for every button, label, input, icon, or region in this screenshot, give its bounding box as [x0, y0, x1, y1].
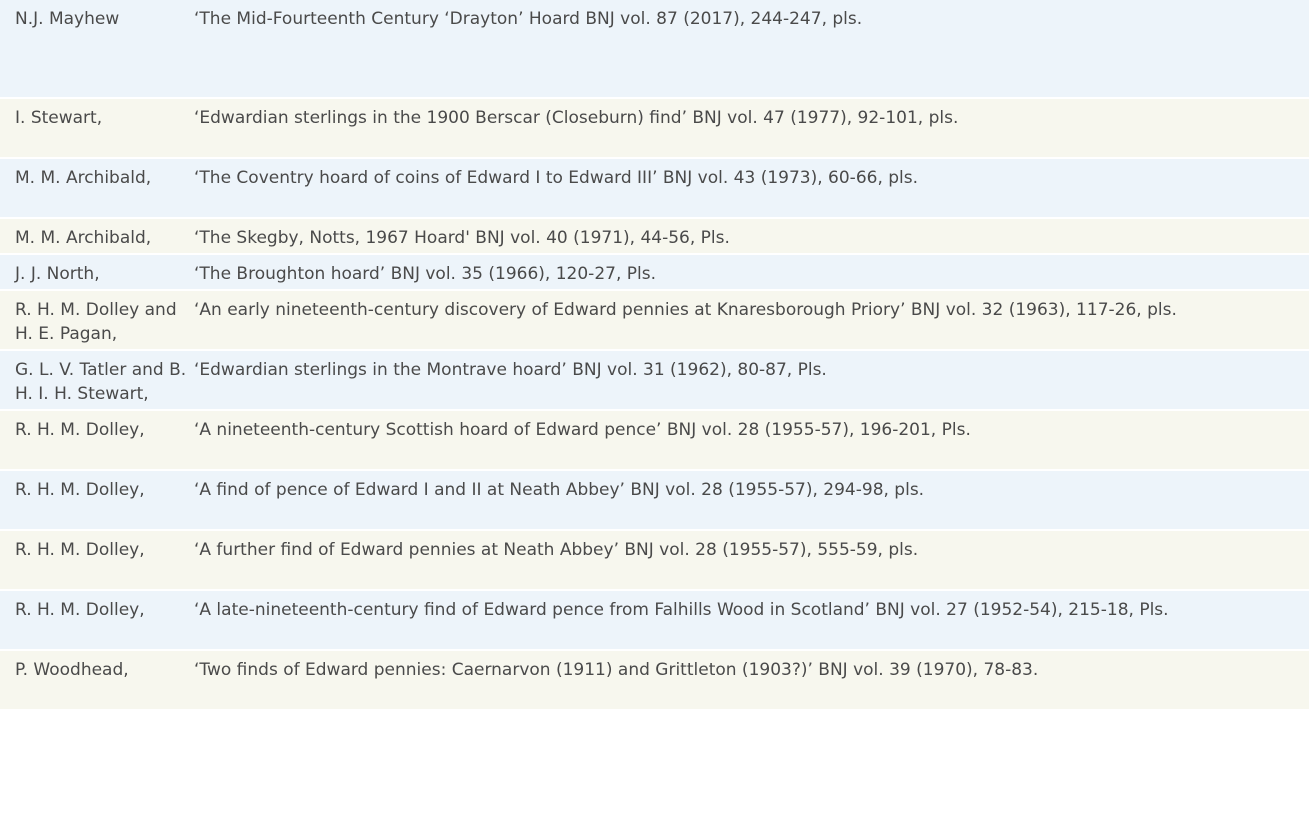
author-cell: P. Woodhead, [15, 660, 129, 680]
reference-cell: ‘A nineteenth-century Scottish hoard of Edward pence’ BNJ vol. 28 (1955-57), 196-201, Pls. [194, 420, 971, 440]
table-row [0, 471, 1309, 531]
table-row [0, 531, 1309, 591]
reference-cell: ‘Edwardian sterlings in the 1900 Berscar (Closeburn) find’ BNJ vol. 47 (1977), 92-101, pls. [194, 108, 959, 128]
reference-cell: ‘A late-nineteenth-century find of Edward pence from Falhills Wood in Scotland’ BNJ vol. 27 (1952-54), 215-18, Pls. [194, 600, 1169, 620]
author-cell: M. M. Archibald, [15, 168, 152, 188]
author-cell: R. H. M. Dolley, [15, 480, 145, 500]
table-row [0, 255, 1309, 291]
author-cell: R. H. M. Dolley, [15, 540, 145, 560]
author-cell: R. H. M. Dolley, [15, 600, 145, 620]
reference-cell: ‘The Coventry hoard of coins of Edward I to Edward III’ BNJ vol. 43 (1973), 60-66, pls. [194, 168, 919, 188]
table-row [0, 651, 1309, 711]
author-cell: R. H. M. Dolley, [15, 420, 145, 440]
table-row [0, 159, 1309, 219]
reference-cell: ‘Two finds of Edward pennies: Caernarvon (1911) and Grittleton (1903?)’ BNJ vol. 39 (1970), 78-83. [194, 660, 1039, 680]
reference-cell: ‘The Skegby, Notts, 1967 Hoard' BNJ vol. 40 (1971), 44-56, Pls. [194, 228, 730, 248]
table-row [0, 0, 1309, 99]
table-row [0, 99, 1309, 159]
reference-cell: ‘Edwardian sterlings in the Montrave hoard’ BNJ vol. 31 (1962), 80-87, Pls. [194, 360, 827, 380]
author-cell: N.J. Mayhew [15, 9, 120, 29]
reference-cell: ‘The Broughton hoard’ BNJ vol. 35 (1966), 120-27, Pls. [194, 264, 656, 284]
reference-cell: ‘The Mid-Fourteenth Century ‘Drayton’ Hoard BNJ vol. 87 (2017), 244-247, pls. [194, 9, 863, 29]
author-cell: M. M. Archibald, [15, 228, 152, 248]
table-row [0, 411, 1309, 471]
author-cell: I. Stewart, [15, 108, 103, 128]
reference-cell: ‘An early nineteenth-century discovery of Edward pennies at Knaresborough Priory’ BNJ vol. 32 (1963), 117-26, pls. [194, 300, 1177, 320]
table-row [0, 591, 1309, 651]
table-row [0, 291, 1309, 351]
table-row [0, 351, 1309, 411]
author-cell: R. H. M. Dolley and H. E. Pagan, [15, 300, 177, 344]
reference-cell: ‘A find of pence of Edward I and II at Neath Abbey’ BNJ vol. 28 (1955-57), 294-98, pls. [194, 480, 925, 500]
author-cell: J. J. North, [15, 264, 100, 284]
table-row [0, 219, 1309, 255]
author-cell: G. L. V. Tatler and B. H. I. H. Stewart, [15, 360, 187, 404]
reference-cell: ‘A further find of Edward pennies at Neath Abbey’ BNJ vol. 28 (1955-57), 555-59, pls. [194, 540, 919, 560]
